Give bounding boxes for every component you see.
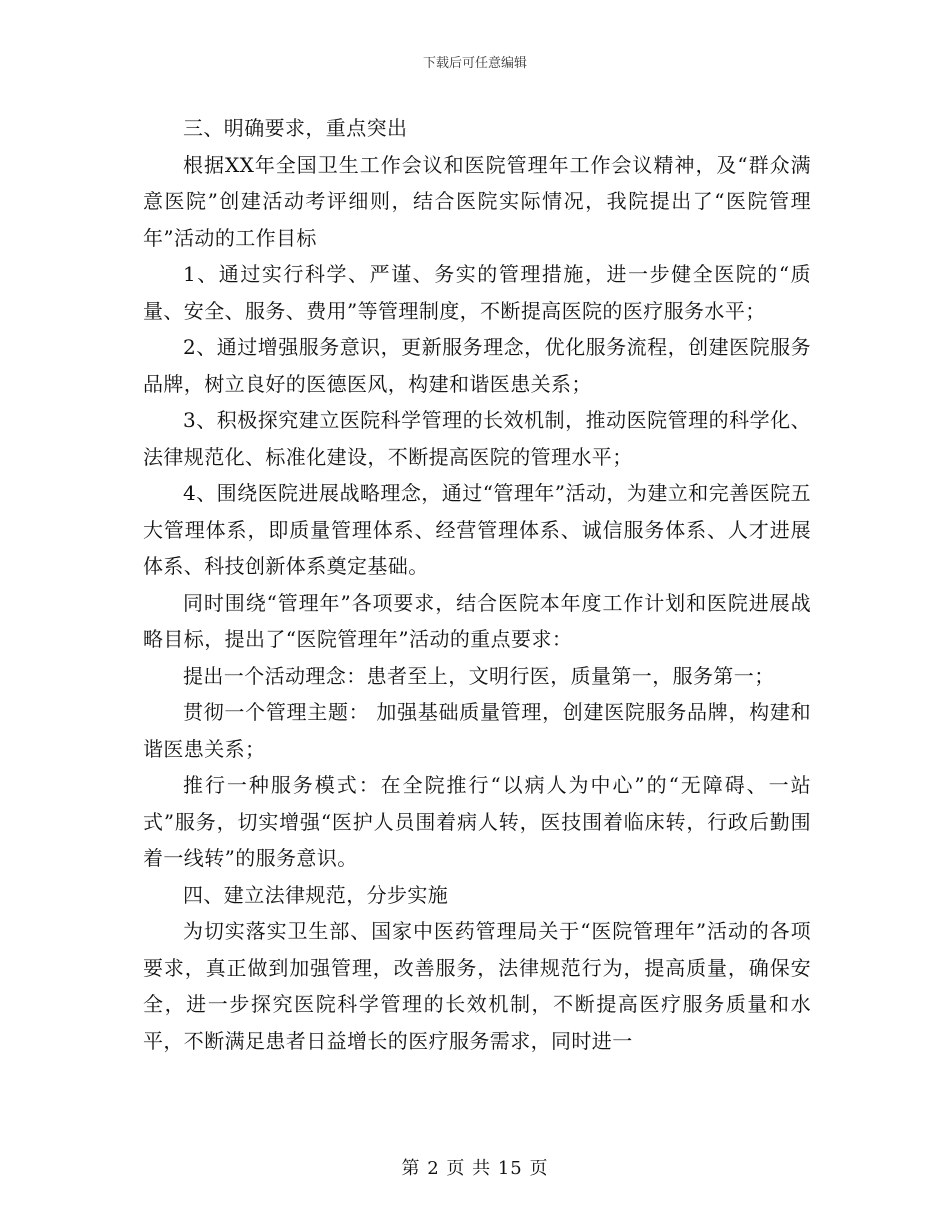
page-number: 第 2 页 共 15 页 bbox=[401, 1158, 549, 1179]
paragraph: 同时围绕“管理年”各项要求，结合医院本年度工作计划和医院进展战略目标，提出了“医院管理年”活动的重点要求： bbox=[143, 590, 811, 651]
section-heading: 三、明确要求，重点突出 bbox=[183, 116, 408, 140]
paragraph: 推行一种服务模式：在全院推行“以病人为中心”的“无障碍、一站式”服务，切实增强“医护人员围着病人转，医技围着临床转，行政后勤围着一线转”的服务意识。 bbox=[143, 773, 811, 870]
page-header-note: 下载后可任意编辑 bbox=[422, 56, 527, 71]
paragraph: 提出一个活动理念：患者至上，文明行医，质量第一，服务第一； bbox=[183, 663, 775, 688]
document-body bbox=[143, 110, 811, 1059]
paragraph: 贯彻一个管理主题： 加强基础质量管理，创建医院服务品牌，构建和谐医患关系； bbox=[143, 700, 811, 761]
list-item: 2、通过增强服务意识，更新服务理念，优化服务流程，创建医院服务品牌，树立良好的医德医风，构建和谐医患关系； bbox=[143, 335, 811, 396]
paragraph: 为切实落实卫生部、国家中医药管理局关于“医院管理年”活动的各项要求，真正做到加强管理，改善服务，法律规范行为，提高质量，确保安全，进一步探究医院科学管理的长效机制，不断提高医疗服务质量和水平，不断满足患者日益增长的医疗服务需求，同时进一 bbox=[143, 919, 811, 1053]
list-item: 3、积极探究建立医院科学管理的长效机制，推动医院管理的科学化、法律规范化、标准化建设，不断提高医院的管理水平； bbox=[143, 408, 811, 469]
paragraph: 根据XX年全国卫生工作会议和医院管理年工作会议精神，及“群众满意医院”创建活动考评细则，结合医院实际情况，我院提出了“医院管理年”活动的工作目标 bbox=[143, 152, 811, 250]
list-item: 1、通过实行科学、严谨、务实的管理措施，进一步健全医院的“质量、安全、服务、费用”等管理制度，不断提高医院的医疗服务水平； bbox=[143, 262, 811, 323]
list-item: 4、围绕医院进展战略理念，通过“管理年”活动，为建立和完善医院五大管理体系，即质量管理体系、经营管理体系、诚信服务体系、人才进展体系、科技创新体系奠定基础。 bbox=[143, 481, 811, 578]
section-heading: 四、建立法律规范，分步实施 bbox=[183, 882, 449, 907]
